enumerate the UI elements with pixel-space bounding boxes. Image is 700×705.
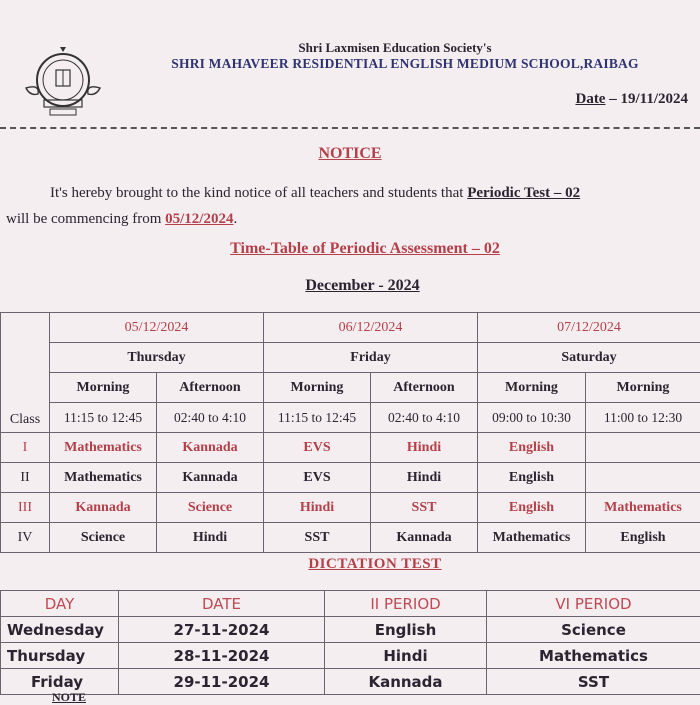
class-header: Class [1,313,50,433]
day-cell: Thursday [1,643,119,669]
subject-cell: English [478,493,586,523]
dictation-table [0,590,700,695]
session-header: Morning [264,373,371,403]
subject-cell: Mathematics [586,493,700,523]
subject-cell: Mathematics [50,463,157,493]
time-cell: 11:00 to 12:30 [586,403,700,433]
subject-cell: Science [50,523,157,553]
subject-cell: SST [264,523,371,553]
day-cell: Friday [1,669,119,695]
table-row [1,463,700,493]
class-cell: III [1,493,50,523]
subject-cell: Kannada [371,523,478,553]
time-cell: 11:15 to 12:45 [50,403,157,433]
subject-cell: SST [371,493,478,523]
subject-cell: Mathematics [50,433,157,463]
subject-cell: Hindi [157,523,264,553]
period-cell: Mathematics [487,643,700,669]
notice-date: Date – 19/11/2024 [575,91,688,108]
subject-cell: Hindi [371,463,478,493]
date-cell: 29-11-2024 [119,669,325,695]
table-row [1,523,700,553]
session-header: Morning [586,373,700,403]
timetable-month: December - 2024 [0,277,700,295]
notice-body: It's hereby brought to the kind notice of all teachers and students that Periodic Test – 02 will be commencing from 05/12/2024. [6,180,696,232]
timetable-title: Time-Table of Periodic Assessment – 02 [0,240,700,258]
session-header: Afternoon [157,373,264,403]
subject-cell: EVS [264,463,371,493]
table-row [1,643,700,669]
session-header: Morning [478,373,586,403]
note-heading: NOTE [52,690,86,705]
class-cell: I [1,433,50,463]
dictation-title: DICTATION TEST [0,556,700,573]
period-cell: English [325,617,487,643]
dictation-header: DATE [119,591,325,617]
table-row [1,433,700,463]
subject-cell: Kannada [157,463,264,493]
subject-cell: EVS [264,433,371,463]
subject-cell: Kannada [50,493,157,523]
subject-cell: English [478,433,586,463]
day-header: Saturday [478,343,700,373]
time-cell: 02:40 to 4:10 [371,403,478,433]
table-row [1,493,700,523]
time-cell: 11:15 to 12:45 [264,403,371,433]
subject-cell: English [478,463,586,493]
subject-cell: Science [157,493,264,523]
school-name: SHRI MAHAVEER RESIDENTIAL ENGLISH MEDIUM SCHOOL,RAIBAG [0,56,700,72]
date-cell: 27-11-2024 [119,617,325,643]
date-header: 05/12/2024 [50,313,264,343]
table-row [1,617,700,643]
day-header: Thursday [50,343,264,373]
session-header: Morning [50,373,157,403]
subject-cell [586,433,700,463]
class-cell: IV [1,523,50,553]
subject-cell [586,463,700,493]
timetable [0,312,700,553]
subject-cell: Hindi [371,433,478,463]
period-cell: Hindi [325,643,487,669]
time-cell: 09:00 to 10:30 [478,403,586,433]
period-cell: SST [487,669,700,695]
day-header: Friday [264,343,478,373]
time-cell: 02:40 to 4:10 [157,403,264,433]
society-name: Shri Laxmisen Education Society's [0,40,700,56]
subject-cell: English [586,523,700,553]
period-cell: Science [487,617,700,643]
dictation-header: II PERIOD [325,591,487,617]
subject-cell: Hindi [264,493,371,523]
subject-cell: Mathematics [478,523,586,553]
class-cell: II [1,463,50,493]
date-header: 07/12/2024 [478,313,700,343]
date-cell: 28-11-2024 [119,643,325,669]
day-cell: Wednesday [1,617,119,643]
period-cell: Kannada [325,669,487,695]
notice-title: NOTICE [0,145,700,163]
subject-cell: Kannada [157,433,264,463]
header-divider [0,127,700,129]
session-header: Afternoon [371,373,478,403]
dictation-header: VI PERIOD [487,591,700,617]
dictation-header: DAY [1,591,119,617]
date-header: 06/12/2024 [264,313,478,343]
table-row [1,669,700,695]
